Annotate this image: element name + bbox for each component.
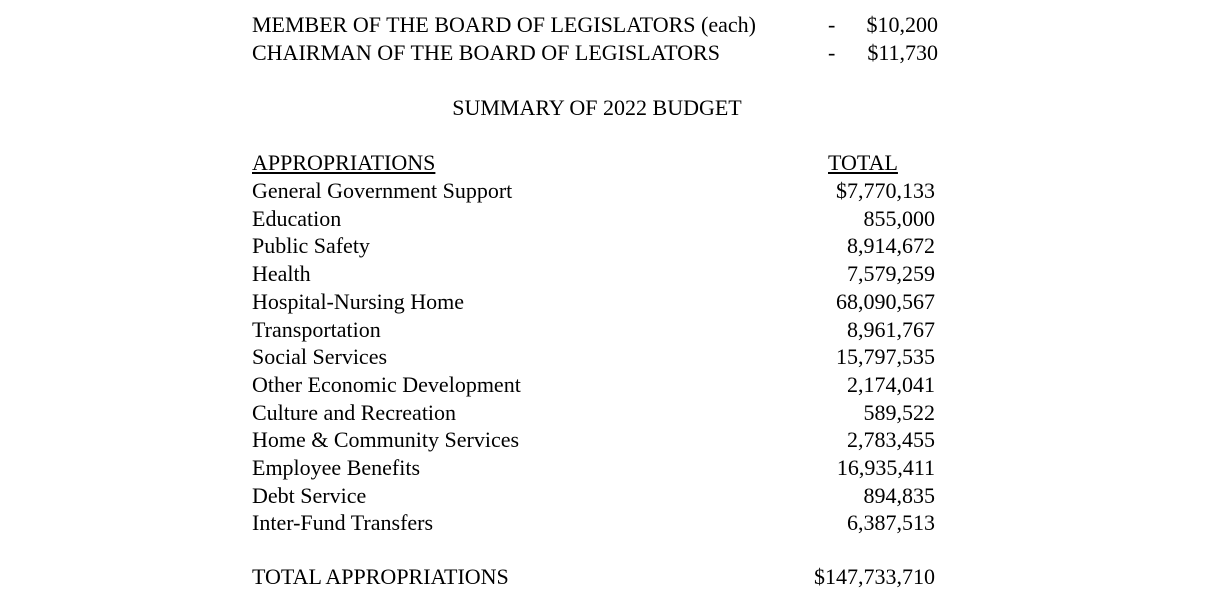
table-row (252, 205, 942, 233)
row-label: Transportation (252, 316, 381, 342)
table-row (252, 426, 942, 454)
row-value: 8,914,672 (847, 233, 935, 259)
table-row (252, 288, 942, 316)
salary-row-member (252, 11, 942, 39)
table-header (252, 149, 942, 177)
table-row (252, 177, 942, 205)
salary-amount: $10,200 (866, 12, 938, 37)
salary-row-chairman (252, 39, 942, 67)
row-value: 16,935,411 (836, 455, 935, 480)
row-label: Education (252, 205, 342, 231)
row-value: 68,090,567 (836, 288, 935, 314)
row-value: 15,797,535 (836, 344, 935, 370)
salary-title: MEMBER OF THE BOARD OF LEGISLATORS (each) (252, 12, 756, 37)
total-value: $147,733,710 (814, 564, 935, 589)
row-label: General Government Support (252, 178, 513, 203)
row-value: 894,835 (863, 482, 935, 508)
row-label: Debt Service (252, 482, 367, 508)
row-value: 7,579,259 (847, 261, 935, 287)
salary-title: CHAIRMAN OF THE BOARD OF LEGISLATORS (252, 40, 720, 65)
row-label: Health (252, 261, 311, 287)
salary-dash: - (828, 40, 836, 65)
salary-dash: - (828, 12, 836, 37)
row-label: Public Safety (252, 233, 370, 259)
row-value: 855,000 (863, 205, 935, 231)
row-value: $7,770,133 (836, 178, 935, 203)
summary-heading: SUMMARY OF 2022 BUDGET (452, 95, 742, 120)
table-row (252, 371, 942, 399)
table-row (252, 454, 942, 482)
table-row (252, 343, 942, 371)
table-row (252, 316, 942, 344)
row-label: Hospital-Nursing Home (252, 288, 465, 314)
row-value: 8,961,767 (847, 316, 935, 342)
row-value: 2,174,041 (847, 371, 935, 397)
total-header: TOTAL (828, 150, 898, 175)
table-row (252, 482, 942, 510)
row-label: Other Economic Development (252, 371, 521, 397)
row-label: Culture and Recreation (252, 399, 457, 425)
table-row (252, 399, 942, 427)
table-row (252, 260, 942, 288)
total-row (252, 563, 942, 591)
row-label: Employee Benefits (252, 455, 421, 480)
row-label: Social Services (252, 344, 388, 370)
row-label: Home & Community Services (252, 427, 520, 453)
row-value: 589,522 (863, 399, 935, 425)
row-value: 2,783,455 (847, 427, 935, 453)
appropriations-header: APPROPRIATIONS (252, 150, 436, 175)
table-row (252, 509, 942, 537)
row-label: Inter-Fund Transfers (252, 510, 434, 536)
table-row (252, 232, 942, 260)
total-label: TOTAL APPROPRIATIONS (252, 564, 509, 589)
salary-amount: $11,730 (867, 40, 938, 65)
row-value: 6,387,513 (847, 510, 935, 536)
